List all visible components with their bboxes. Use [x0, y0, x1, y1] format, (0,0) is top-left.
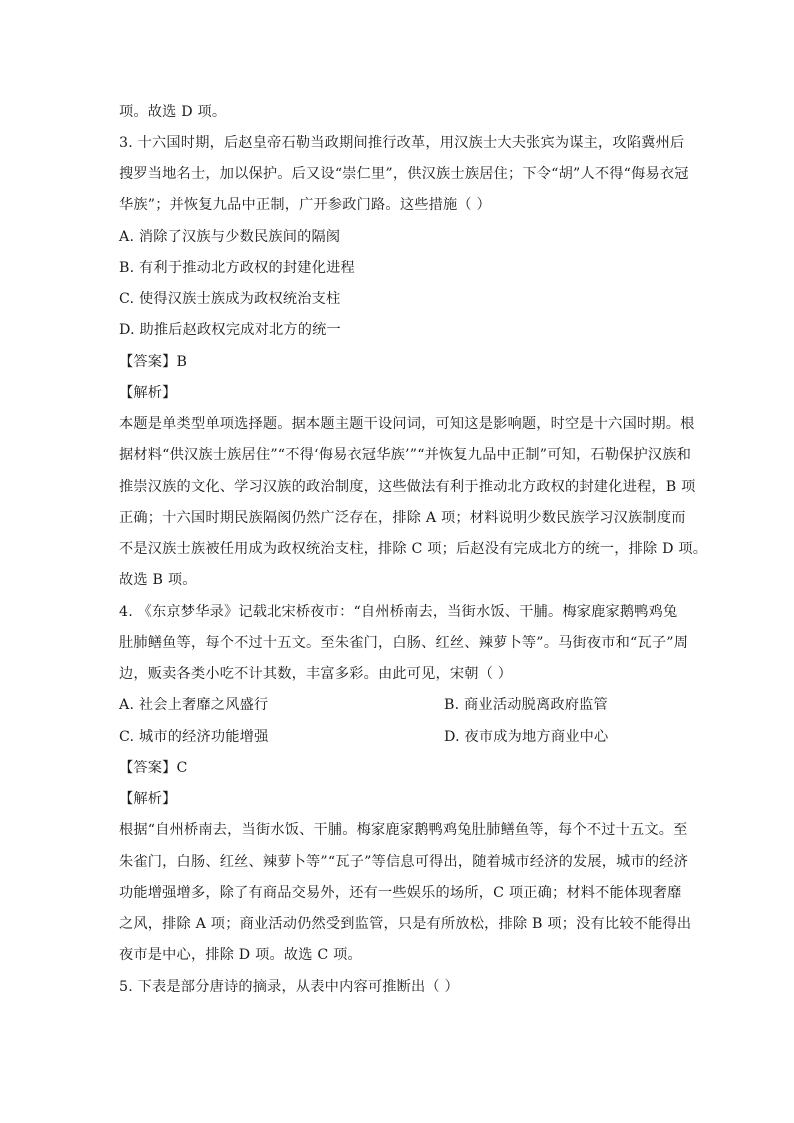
q4-option-a: A. 社会上奢靡之风盛行: [119, 697, 269, 713]
q4-stem-line-2: 肚肺鳝鱼等，每个不过十五文。至朱雀门，白肠、红丝、辣萝卜等”。马街夜市和“瓦子”周: [119, 635, 689, 651]
q4-stem-line-3: 边，贩卖各类小吃不计其数，丰富多彩。由此可见，宋朝（ ）: [119, 666, 513, 682]
q4-option-b: B. 商业活动脱离政府监管: [444, 697, 608, 713]
q4-option-c: C. 城市的经济功能增强: [119, 729, 269, 745]
q4-analysis-line-1: 根据“自州桥南去，当街水饭、干脯。梅家鹿家鹅鸭鸡兔肚肺鳝鱼等，每个不过十五文。至: [119, 822, 688, 838]
q4-option-d: D. 夜市成为地方商业中心: [444, 729, 609, 745]
q4-analysis-line-2: 朱雀门，白肠、红丝、辣萝卜等”“瓦子”等信息可得出，随着城市经济的发展，城市的经济: [119, 854, 689, 870]
q3-option-a: A. 消除了汉族与少数民族间的隔阂: [119, 229, 341, 245]
q3-option-c: C. 使得汉族士族成为政权统治支柱: [119, 291, 341, 307]
q3-analysis-line-2: 据材料“供汉族士族居住”“不得‘侮易衣冠华族’”“并恢复九品中正制”可知，石勒保护汉族和: [119, 447, 692, 463]
q3-analysis-line-4: 正确；十六国时期民族隔阂仍然广泛存在，排除 A 项；材料说明少数民族学习汉族制度而: [119, 510, 686, 526]
q3-analysis-line-1: 本题是单类型单项选择题。据本题主题干设问词，可知这是影响题，时空是十六国时期。根: [119, 416, 695, 432]
q3-stem-line-1: 3. 十六国时期，后赵皇帝石勒当政期间推行改革，用汉族士大夫张宾为谋主，攻陷冀州后: [119, 135, 685, 151]
q4-analysis-label: 【解析】: [119, 791, 177, 807]
q4-stem-line-1: 4. 《东京梦华录》记载北宋桥夜市：“自州桥南去，当街水饭、干脯。梅家鹿家鹅鸭鸡兔: [119, 604, 678, 620]
q3-analysis-line-3: 推崇汉族的文化、学习汉族的政治制度，这些做法有利于推动北方政权的封建化进程，B 项: [119, 479, 696, 495]
q3-analysis-line-6: 故选 B 项。: [119, 572, 197, 588]
q3-option-d: D. 助推后赵政权完成对北方的统一: [119, 322, 341, 338]
q4-analysis-line-4: 之风，排除 A 项；商业活动仍然受到监管，只是有所放松，排除 B 项；没有比较不能得出: [119, 916, 692, 932]
q3-stem-line-2: 搜罗当地名士，加以保护。后又设“崇仁里”，供汉族士族居住；下令“胡”人不得“侮易衣冠: [119, 166, 689, 182]
q3-analysis-line-5: 不是汉族士族被任用成为政权统治支柱，排除 C 项；后赵没有完成北方的统一，排除 D 项。: [119, 541, 708, 557]
q3-stem-line-3: 华族”；并恢复九品中正制，广开参政门路。这些措施（ ）: [119, 197, 491, 213]
q5-stem-line-1: 5. 下表是部分唐诗的摘录，从表中内容可推断出（ ）: [119, 979, 459, 995]
previous-answer-tail: 项。故选 D 项。: [119, 104, 227, 120]
q4-answer: 【答案】C: [119, 760, 188, 776]
q4-analysis-line-3: 功能增强增多，除了有商品交易外，还有一些娱乐的场所，C 项正确；材料不能体现奢靡: [119, 885, 682, 901]
q4-analysis-line-5: 夜市是中心，排除 D 项。故选 C 项。: [119, 947, 362, 963]
q3-analysis-label: 【解析】: [119, 385, 177, 401]
q3-option-b: B. 有利于推动北方政权的封建化进程: [119, 260, 355, 276]
q3-answer: 【答案】B: [119, 354, 188, 370]
